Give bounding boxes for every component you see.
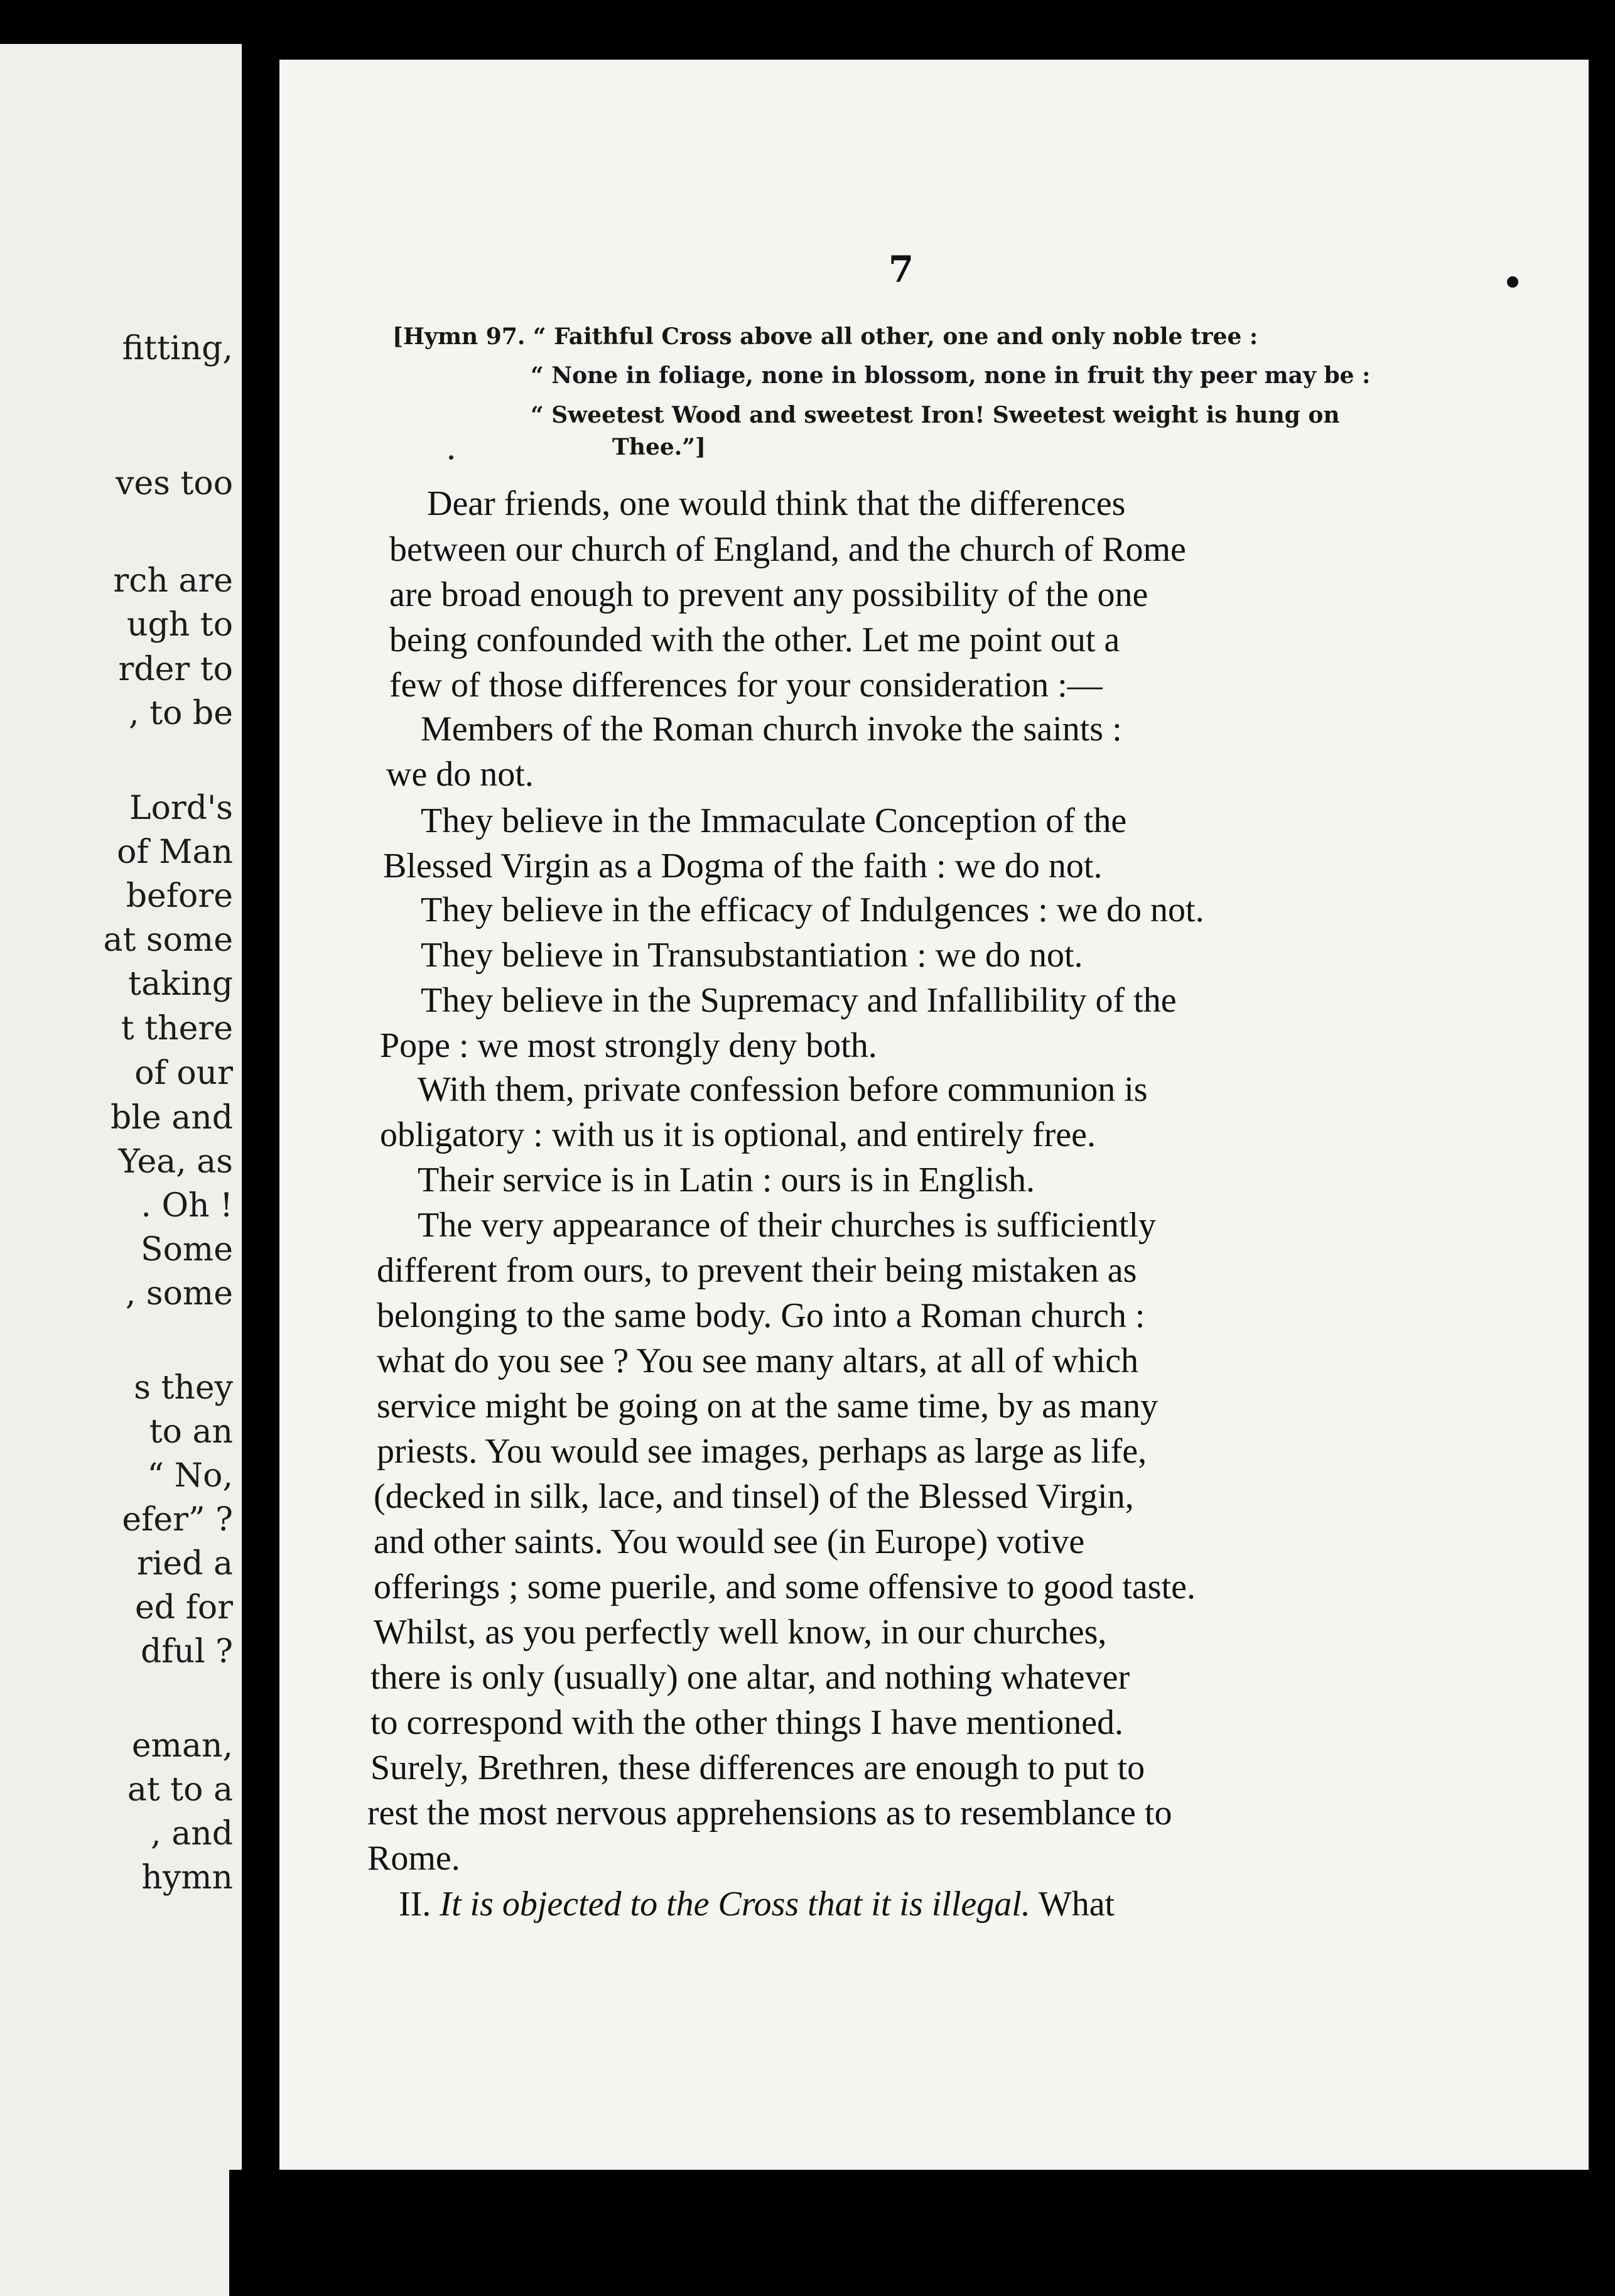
body-line: offerings ; some puerile, and some offensive to good taste. bbox=[374, 1568, 1196, 1606]
left-page-fragment: , to be bbox=[129, 695, 233, 732]
right-page bbox=[279, 60, 1589, 2170]
body-line: Their service is in Latin : ours is in English. bbox=[418, 1161, 1035, 1199]
section-italic-heading: It is objected to the Cross that it is illegal. bbox=[440, 1885, 1030, 1924]
section-trailing-word: What bbox=[1038, 1885, 1115, 1924]
left-page-fragment: before bbox=[126, 877, 233, 915]
body-line: there is only (usually) one altar, and nothing whatever bbox=[370, 1658, 1130, 1697]
body-line: few of those differences for your consideration :— bbox=[389, 666, 1103, 705]
left-page-fragment: Lord's bbox=[129, 789, 233, 827]
left-page-fragment: at to a bbox=[127, 1771, 233, 1809]
book-gutter bbox=[242, 0, 279, 2296]
left-page-fragment: dful ? bbox=[140, 1633, 233, 1671]
left-page-fragment: Yea, as bbox=[118, 1143, 233, 1181]
left-page-fragment: rch are bbox=[113, 562, 233, 600]
body-line: are broad enough to prevent any possibility of the one bbox=[389, 575, 1148, 614]
left-page-fragment: s they bbox=[134, 1369, 233, 1407]
left-page-fragment: ble and bbox=[111, 1099, 233, 1137]
section-heading-line bbox=[399, 1884, 1115, 1924]
body-line: They believe in Transubstantiation : we do not. bbox=[421, 936, 1083, 975]
body-line: to correspond with the other things I have mentioned. bbox=[370, 1703, 1124, 1742]
bottom-scan-border bbox=[229, 2170, 1615, 2296]
body-line: Surely, Brethren, these differences are enough to put to bbox=[370, 1748, 1145, 1787]
left-page-fragment: taking bbox=[128, 965, 233, 1003]
body-line: belonging to the same body. Go into a Roman church : bbox=[377, 1296, 1145, 1335]
left-page-fragment: ves too bbox=[116, 465, 233, 502]
hymn-line: [Hymn 97. “ Faithful Cross above all other, one and only noble tree : bbox=[392, 323, 1258, 350]
ink-speck bbox=[449, 455, 453, 460]
left-page-fragment: rder to bbox=[118, 651, 233, 688]
body-line: They believe in the Supremacy and Infallibility of the bbox=[421, 981, 1177, 1020]
body-line: being confounded with the other. Let me point out a bbox=[389, 620, 1120, 659]
left-page-fragment: eman, bbox=[131, 1727, 233, 1765]
body-line: between our church of England, and the church of Rome bbox=[389, 530, 1186, 569]
body-line: obligatory : with us it is optional, and entirely free. bbox=[380, 1115, 1096, 1154]
left-page-fragment: efer” ? bbox=[122, 1501, 233, 1539]
left-page-fragment: , and bbox=[151, 1815, 233, 1853]
body-line: They believe in the Immaculate Conception of the bbox=[421, 801, 1127, 840]
body-line: service might be going on at the same time, by as many bbox=[377, 1387, 1159, 1426]
left-page-fragment: t there bbox=[121, 1010, 233, 1048]
left-page-fragment: , some bbox=[125, 1275, 233, 1313]
body-line: rest the most nervous apprehensions as to resemblance to bbox=[367, 1794, 1172, 1833]
left-facing-page bbox=[0, 44, 242, 2296]
body-line: Whilst, as you perfectly well know, in our churches, bbox=[374, 1613, 1107, 1652]
body-line: Members of the Roman church invoke the saints : bbox=[421, 710, 1122, 749]
body-line: Dear friends, one would think that the differences bbox=[427, 484, 1126, 523]
left-page-fragment: of our bbox=[134, 1054, 233, 1092]
body-line: (decked in silk, lace, and tinsel) of the Blessed Virgin, bbox=[374, 1477, 1134, 1516]
left-page-fragment: at some bbox=[103, 921, 233, 959]
body-line: and other saints. You would see (in Europe) votive bbox=[374, 1522, 1085, 1561]
page-number: 7 bbox=[888, 248, 914, 291]
left-page-fragment: hymn bbox=[141, 1859, 233, 1897]
left-page-fragment: fitting, bbox=[122, 330, 233, 367]
body-line: Pope : we most strongly deny both. bbox=[380, 1026, 877, 1065]
left-page-fragment: “ No, bbox=[147, 1457, 233, 1495]
ink-spot bbox=[1507, 276, 1518, 288]
body-line: Rome. bbox=[367, 1839, 460, 1878]
left-page-fragment: ed for bbox=[135, 1589, 233, 1627]
section-numeral: II. bbox=[399, 1885, 431, 1924]
body-line: different from ours, to prevent their being mistaken as bbox=[377, 1251, 1137, 1290]
body-line: With them, private confession before communion is bbox=[418, 1070, 1148, 1109]
left-page-fragment: of Man bbox=[117, 833, 233, 871]
left-page-fragment: Some bbox=[140, 1231, 233, 1269]
left-page-fragment: . Oh ! bbox=[141, 1187, 233, 1225]
left-page-fragment: ried a bbox=[136, 1545, 233, 1583]
body-line: we do not. bbox=[386, 755, 534, 794]
left-page-fragment: to an bbox=[149, 1413, 233, 1451]
hymn-line: Thee.”] bbox=[612, 434, 706, 460]
body-line: what do you see ? You see many altars, at all of which bbox=[377, 1341, 1139, 1380]
left-page-fragment: ugh to bbox=[127, 606, 233, 644]
body-line: priests. You would see images, perhaps as large as life, bbox=[377, 1432, 1147, 1471]
hymn-line: “ None in foliage, none in blossom, none in fruit thy peer may be : bbox=[531, 362, 1371, 389]
hymn-line: “ Sweetest Wood and sweetest Iron! Sweetest weight is hung on bbox=[531, 402, 1340, 428]
body-line: They believe in the efficacy of Indulgences : we do not. bbox=[421, 891, 1204, 929]
body-line: Blessed Virgin as a Dogma of the faith : we do not. bbox=[383, 847, 1103, 885]
body-line: The very appearance of their churches is sufficiently bbox=[418, 1206, 1156, 1245]
